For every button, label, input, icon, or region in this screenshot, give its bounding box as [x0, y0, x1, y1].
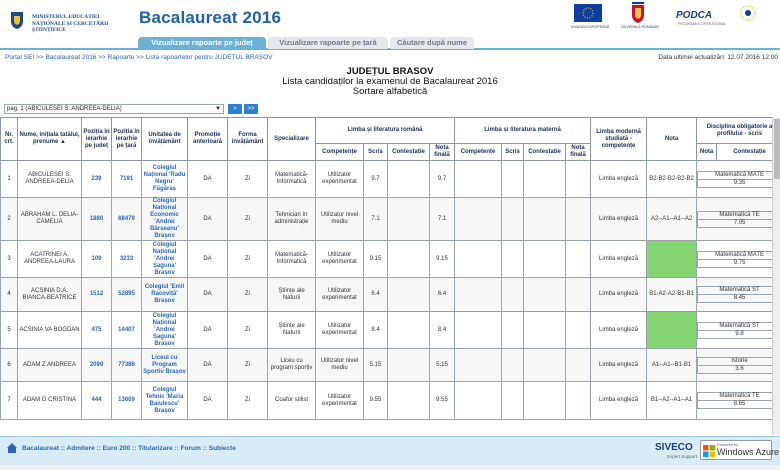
mat-competente: [455, 382, 502, 420]
ro-scris: 9.55: [364, 382, 388, 420]
previous-promotion: DA: [188, 241, 228, 278]
compulsory-grade: 3.6: [698, 365, 780, 373]
mat-contestatie: [524, 312, 566, 349]
compulsory-subject: Matematică ST: [698, 322, 780, 330]
app-title[interactable]: Bacalaureat 2016: [139, 8, 282, 27]
row-number: 2: [1, 198, 18, 241]
mat-contestatie: [524, 382, 566, 420]
position-country-link-cell: [112, 161, 142, 198]
mat-scris: [502, 349, 524, 382]
mat-contestatie: [524, 349, 566, 382]
siveco-logo: SIVECO: [655, 442, 693, 453]
col-disc-nota: Nota: [697, 144, 717, 161]
position-county-link-cell: [82, 349, 112, 382]
col-disc-contestatie: Contestație: [717, 144, 780, 161]
compulsory-subgrid: [697, 211, 780, 228]
position-country-link-cell: [112, 278, 142, 312]
table-row: [1, 198, 780, 241]
mat-competente: [455, 161, 502, 198]
position-country-link[interactable]: 3233: [119, 255, 134, 262]
last-updated: Data ultimei actualizări: 12.07.2016 12:00: [658, 54, 778, 61]
list-title: Lista candidaților la examenul de Bacalaureat 2016: [282, 76, 498, 87]
school-link-cell: [142, 312, 188, 349]
table-row: [1, 241, 780, 278]
candidate-name: ADAM Z ANDREEA: [18, 349, 82, 382]
compulsory-subject: Matematică ST: [698, 287, 780, 295]
siveco-logo-sub: Expert Support: [667, 454, 698, 459]
mat-nota-finala: [566, 161, 591, 198]
col-pos-country: Poziția în ierarhie pe țară: [112, 118, 142, 161]
col-ro-scris: Scris: [364, 144, 388, 161]
modern-language: Limba engleză: [591, 278, 647, 312]
col-ro-competente: Competențe: [316, 144, 364, 161]
compulsory-subgrid: [697, 392, 780, 409]
windows-logo-icon: [703, 445, 715, 457]
col-group-compulsory: Disciplina obligatorie a profilului - scris: [697, 118, 780, 144]
ro-contestatie: [388, 349, 430, 382]
ro-nota-finala: 6.4: [430, 278, 455, 312]
previous-promotion: DA: [188, 198, 228, 241]
school-link[interactable]: Colegiul 'Emil Racoviță' Brașov: [144, 284, 185, 304]
col-promo: Promoție anterioară: [188, 118, 228, 161]
breadcrumb-bar: [0, 52, 780, 63]
mat-scris: [502, 198, 524, 241]
compulsory-grade: 9.35: [698, 179, 780, 187]
previous-promotion: DA: [188, 349, 228, 382]
page-select-value: pag. 1 (ABICULESEI S. ANDREEA-DELIA): [7, 106, 122, 112]
position-county-link[interactable]: 1512: [89, 291, 104, 297]
col-mat-competente: Competențe: [455, 144, 502, 161]
compulsory-discipline: [697, 241, 780, 278]
previous-promotion: DA: [188, 278, 228, 312]
school-link[interactable]: Colegiul Național 'Andrei Șaguna' Brașov: [152, 312, 177, 347]
podca-logo: PODCA: [676, 10, 713, 21]
windows-azure-badge: [700, 440, 780, 460]
mat-nota-finala: [566, 198, 591, 241]
next-page-button[interactable]: >: [228, 104, 242, 114]
compulsory-discipline: [697, 278, 780, 312]
compulsory-discipline: [697, 161, 780, 198]
ro-scris: 6.4: [364, 278, 388, 312]
table-row: [1, 312, 780, 349]
specialization: Tehnician în administrație: [268, 198, 316, 241]
home-icon: [6, 442, 18, 454]
col-name[interactable]: Nume, inițiala tatălui, prenume ▲: [18, 118, 82, 161]
position-county-link[interactable]: 2099: [89, 361, 104, 368]
col-ro-nota-finala: Nota finală: [430, 144, 455, 161]
previous-promotion: DA: [188, 312, 228, 349]
tab-reports-by-country[interactable]: Vizualizare rapoarte pe țară: [268, 37, 388, 49]
ro-competente: Utilizator experimentat: [316, 161, 364, 198]
education-form: Zi: [228, 382, 268, 420]
position-country-link[interactable]: 7191: [119, 175, 134, 182]
modern-grade: [647, 312, 697, 349]
modern-language: Limba engleză: [591, 382, 647, 420]
row-number: 5: [1, 312, 18, 349]
school-link[interactable]: Colegiul Tehnic 'Maria Baiulescu' Brașov: [145, 386, 184, 414]
mat-scris: [502, 312, 524, 349]
header: [0, 0, 780, 38]
compulsory-grade: 7.05: [698, 219, 780, 227]
azure-powered-by: Powered by: [717, 442, 739, 447]
ro-competente: Utilizator experimentat: [316, 312, 364, 349]
school-link[interactable]: Colegiul Național Economic 'Andrei Bârseanu' Brașov: [150, 198, 179, 239]
candidate-name: ADAM G CRISTINA: [18, 382, 82, 420]
ro-contestatie: [388, 382, 430, 420]
ro-contestatie: [388, 312, 430, 349]
row-number: 3: [1, 241, 18, 278]
ro-competente: Utilizator experimentat: [316, 382, 364, 420]
compulsory-grade: 9.75: [698, 259, 780, 267]
candidate-name: ABICULESEI S. ANDREEA-DELIA: [18, 161, 82, 198]
coat-of-arms-icon: [9, 10, 25, 30]
position-county-link-cell: [82, 198, 112, 241]
modern-language: Limba engleză: [591, 241, 647, 278]
position-county-link-cell: [82, 278, 112, 312]
compulsory-subgrid: [697, 357, 780, 374]
compulsory-subject: Matematică TE: [698, 211, 780, 219]
col-ro-contestatie: Contestație: [388, 144, 430, 161]
eu-logo-text: UNIUNEA EUROPEANĂ: [570, 25, 610, 29]
specialization: Științe ale Naturii: [268, 312, 316, 349]
mat-contestatie: [524, 198, 566, 241]
specialization: Matematică-Informatică: [268, 161, 316, 198]
compulsory-subject: Matematică MATE: [698, 171, 780, 179]
col-form: Forma învățământ: [228, 118, 268, 161]
position-country-link-cell: [112, 312, 142, 349]
ro-scris: 8.4: [364, 312, 388, 349]
mat-competente: [455, 312, 502, 349]
position-country-link[interactable]: 77386: [118, 361, 135, 368]
position-county-link[interactable]: 109: [91, 255, 102, 262]
ro-scris: 5.15: [364, 349, 388, 382]
ro-nota-finala: 7.1: [430, 198, 455, 241]
position-country-link-cell: [112, 198, 142, 241]
tab-bar: [0, 37, 780, 50]
ro-contestatie: [388, 198, 430, 241]
ro-nota-finala: 9.15: [430, 241, 455, 278]
ro-scris: 7.1: [364, 198, 388, 241]
compulsory-discipline: [697, 382, 780, 420]
position-county-link-cell: [82, 382, 112, 420]
candidate-name: ACSINIA D.A. BIANCA-BEATRICE: [18, 278, 82, 312]
mat-nota-finala: [566, 241, 591, 278]
position-country-link-cell: [112, 349, 142, 382]
col-mat-nota-finala: Nota finală: [566, 144, 591, 161]
school-link[interactable]: Colegiul Național 'Radu Negru' Făgăraș: [143, 165, 186, 192]
ro-scris: 9.15: [364, 241, 388, 278]
vertical-scrollbar[interactable]: [772, 117, 780, 435]
mat-nota-finala: [566, 278, 591, 312]
ro-nota-finala: 8.4: [430, 312, 455, 349]
candidates-table: [0, 117, 780, 420]
position-county-link[interactable]: 475: [91, 326, 102, 333]
horizontal-scrollbar[interactable]: [0, 465, 780, 470]
mat-contestatie: [524, 241, 566, 278]
breadcrumb[interactable]: Portal SEI >> Bacalaureat 2016 >> Rapoarte >> Lista rapoartelor pentru JUDEȚUL BRAȘOV: [5, 54, 273, 61]
position-county-link[interactable]: 444: [91, 397, 102, 403]
row-number: 4: [1, 278, 18, 312]
school-link-cell: [142, 241, 188, 278]
eu-flag-icon: [574, 4, 602, 22]
compulsory-grade: 8.45: [698, 295, 780, 303]
modern-grade: A2--A1--A1--A2: [647, 198, 697, 241]
ro-competente: Utilizator experimentat: [316, 278, 364, 312]
col-pos-county: Poziția în ierarhie pe județ: [82, 118, 112, 161]
ro-contestatie: [388, 278, 430, 312]
mat-nota-finala: [566, 382, 591, 420]
table-row: [1, 278, 780, 312]
report-titles: [0, 67, 780, 97]
tab-search-by-name[interactable]: Căutare după nume: [390, 37, 474, 49]
candidate-name: ABRAHAM L. DELIA-CAMELIA: [18, 198, 82, 241]
candidate-name: ACATRINEI A. ANDREEA-LAURA: [18, 241, 82, 278]
row-number: 6: [1, 349, 18, 382]
ro-nota-finala: 9.55: [430, 382, 455, 420]
ro-contestatie: [388, 161, 430, 198]
col-mat-scris: Scris: [502, 144, 524, 161]
compulsory-discipline: [697, 198, 780, 241]
modern-grade: B1-A2-A2-B1-B1: [647, 278, 697, 312]
compulsory-grade: 8.65: [698, 401, 780, 409]
specialization: Coafor stilist: [268, 382, 316, 420]
county-title: JUDEȚUL BRASOV: [346, 66, 434, 77]
position-county-link[interactable]: 1880: [89, 215, 104, 222]
education-form: Zi: [228, 241, 268, 278]
position-county-link-cell: [82, 161, 112, 198]
mat-scris: [502, 278, 524, 312]
mat-competente: [455, 198, 502, 241]
position-county-link-cell: [82, 241, 112, 278]
modern-language: Limba engleză: [591, 161, 647, 198]
compulsory-subject: Matematică TE: [698, 393, 780, 401]
ro-nota-finala: 5.15: [430, 349, 455, 382]
col-nr: Nr. crt.: [1, 118, 18, 161]
sort-title: Sortare alfabetică: [352, 86, 428, 97]
specialization: Matematică-Informatică: [268, 241, 316, 278]
government-logo-text: GUVERNUL ROMÂNIEI: [621, 25, 659, 29]
table-row: [1, 349, 780, 382]
school-link-cell: [142, 278, 188, 312]
education-form: Zi: [228, 349, 268, 382]
row-number: 1: [1, 161, 18, 198]
specialization: Liceu cu program sportiv: [268, 349, 316, 382]
compulsory-discipline: [697, 312, 780, 349]
modern-language: Limba engleză: [591, 349, 647, 382]
mat-scris: [502, 241, 524, 278]
school-link[interactable]: Colegiul Național 'Andrei Șaguna' Brașov: [152, 241, 177, 276]
col-group-maternal: Limba și literatura maternă: [455, 118, 591, 144]
mat-competente: [455, 278, 502, 312]
school-link-cell: [142, 382, 188, 420]
ro-competente: Utilizator nivel mediu: [316, 198, 364, 241]
ro-nota-finala: 9.7: [430, 161, 455, 198]
page-select[interactable]: [4, 104, 224, 114]
position-country-link[interactable]: 13609: [118, 397, 135, 403]
modern-language: Limba engleză: [591, 198, 647, 241]
col-school: Unitatea de învățământ: [142, 118, 188, 161]
mat-competente: [455, 241, 502, 278]
modern-grade: B2-B2-B2-B2-B2: [647, 161, 697, 198]
modern-grade: A1--A1--B1-B1: [647, 349, 697, 382]
ministry-name: MINISTERUL EDUCAȚIEI NAȚIONALE ȘI CERCETĂRII ȘTIINȚIFICE: [32, 14, 109, 33]
position-country-link[interactable]: 14407: [118, 326, 135, 333]
mat-contestatie: [524, 278, 566, 312]
compulsory-subgrid: [697, 171, 780, 188]
modern-grade: [647, 241, 697, 278]
candidate-name: ACSINIA VA BOGDAN: [18, 312, 82, 349]
table-row: [1, 161, 780, 198]
compulsory-subgrid: [697, 322, 780, 339]
mat-scris: [502, 382, 524, 420]
previous-promotion: DA: [188, 382, 228, 420]
mat-competente: [455, 349, 502, 382]
education-form: Zi: [228, 198, 268, 241]
education-form: Zi: [228, 278, 268, 312]
education-form: Zi: [228, 312, 268, 349]
scrollbar-thumb[interactable]: [774, 119, 780, 179]
modern-language: Limba engleză: [591, 312, 647, 349]
position-county-link[interactable]: 239: [91, 175, 102, 182]
podca-logo-sub: PROGRAMUL OPERAȚIONAL: [678, 22, 727, 26]
ro-competente: Utilizator experimentat: [316, 241, 364, 278]
compulsory-discipline: [697, 349, 780, 382]
modern-grade: B1--A2--A1--A1: [647, 382, 697, 420]
education-form: Zi: [228, 161, 268, 198]
position-county-link-cell: [82, 312, 112, 349]
school-link-cell: [142, 198, 188, 241]
col-modern-language: Limba modernă studiată - competențe: [591, 118, 647, 161]
chevron-down-icon: ▼: [215, 106, 221, 112]
tab-reports-by-county[interactable]: Vizualizare rapoarte pe județ: [138, 37, 266, 49]
position-country-link[interactable]: 68479: [118, 215, 135, 222]
azure-text: Windows Azure: [717, 447, 780, 457]
school-link-cell: [142, 349, 188, 382]
instrumente-structurale-icon: [736, 4, 760, 26]
table-row: [1, 382, 780, 420]
position-country-link[interactable]: 52895: [118, 291, 135, 297]
last-page-button[interactable]: >>: [244, 104, 258, 114]
school-link[interactable]: Liceul cu Program Sportiv Brașov: [143, 354, 186, 375]
compulsory-subgrid: [697, 286, 780, 303]
compulsory-subject: Matematică MATE: [698, 251, 780, 259]
ro-contestatie: [388, 241, 430, 278]
compulsory-subgrid: [697, 251, 780, 268]
position-country-link-cell: [112, 241, 142, 278]
ro-scris: 9.7: [364, 161, 388, 198]
mat-contestatie: [524, 161, 566, 198]
col-group-romanian: Limba și literatura română: [316, 118, 455, 144]
row-number: 7: [1, 382, 18, 420]
footer-links[interactable]: Bacalaureat :: Admitere :: Euro 200 :: Titularizare :: Forum :: Subiecte: [22, 445, 236, 452]
romania-government-icon: [631, 2, 645, 24]
col-spec: Specializare: [268, 118, 316, 161]
mat-scris: [502, 161, 524, 198]
col-grade: Nota: [647, 118, 697, 161]
specialization: Științe ale Naturii: [268, 278, 316, 312]
compulsory-grade: 9.8: [698, 330, 780, 338]
mat-nota-finala: [566, 349, 591, 382]
ro-competente: Utilizator nivel mediu: [316, 349, 364, 382]
mat-nota-finala: [566, 312, 591, 349]
col-mat-contestatie: Contestație: [524, 144, 566, 161]
position-country-link-cell: [112, 382, 142, 420]
school-link-cell: [142, 161, 188, 198]
previous-promotion: DA: [188, 161, 228, 198]
compulsory-subject: Istorie: [698, 357, 780, 365]
